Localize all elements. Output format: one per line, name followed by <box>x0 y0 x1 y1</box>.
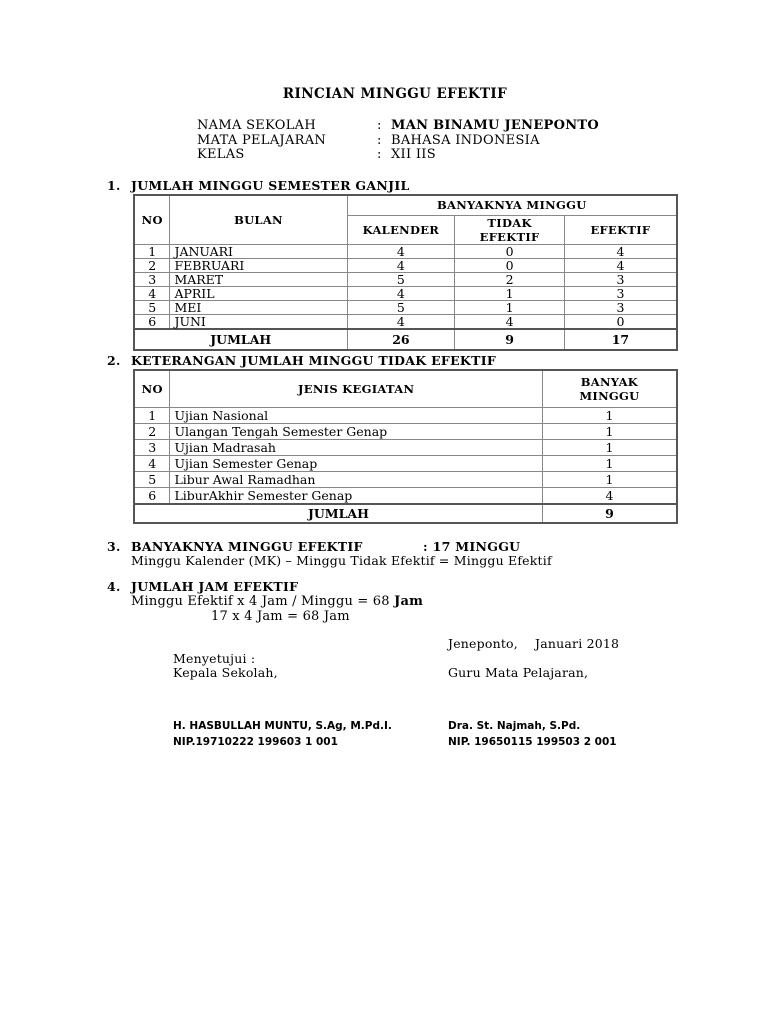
cell-calendar: 5 <box>347 272 455 286</box>
col-header-activity: JENIS KEGIATAN <box>170 370 542 407</box>
total-week-count: 9 <box>542 504 677 523</box>
principal-signature-block <box>173 718 392 750</box>
cell-month: JANUARI <box>170 244 347 258</box>
cell-no: 4 <box>134 455 170 471</box>
identity-key: KELAS <box>197 147 245 162</box>
identity-sep: : <box>377 118 382 133</box>
cell-effective: 3 <box>564 272 677 286</box>
identity-key: NAMA SEKOLAH <box>197 118 316 133</box>
table-row <box>134 487 677 504</box>
cell-not-effective: 4 <box>455 314 565 329</box>
identity-row-class <box>197 148 599 163</box>
cell-activity: Ujian Madrasah <box>170 439 542 455</box>
effective-hours-calculation: 17 x 4 Jam = 68 Jam <box>211 609 350 624</box>
cell-no: 5 <box>134 471 170 487</box>
identity-value: XII IIS <box>391 147 436 162</box>
table-row <box>134 407 677 423</box>
col-header-weeks-group: BANYAKNYA MINGGU <box>347 195 677 215</box>
teacher-signature-block <box>448 718 617 750</box>
section-number: 3. <box>107 539 121 554</box>
section-title: JUMLAH MINGGU SEMESTER GANJIL <box>131 178 410 193</box>
cell-effective: 0 <box>564 314 677 329</box>
cell-no: 1 <box>134 244 170 258</box>
effective-hours-formula-text: Minggu Efektif x 4 Jam / Minggu = 68 <box>131 594 390 609</box>
section-number: 1. <box>107 178 121 193</box>
cell-calendar: 4 <box>347 314 455 329</box>
document-title: RINCIAN MINGGU EFEKTIF <box>282 86 508 102</box>
cell-week-count: 1 <box>542 471 677 487</box>
cell-month: FEBRUARI <box>170 258 347 272</box>
section-number: 2. <box>107 353 121 368</box>
cell-not-effective: 1 <box>455 300 565 314</box>
cell-effective: 4 <box>564 258 677 272</box>
section3-heading <box>107 539 363 554</box>
table-row <box>134 455 677 471</box>
non-effective-weeks-table <box>133 369 678 524</box>
cell-week-count: 1 <box>542 407 677 423</box>
cell-month: JUNI <box>170 314 347 329</box>
cell-week-count: 1 <box>542 439 677 455</box>
cell-not-effective: 0 <box>455 244 565 258</box>
identity-row-subject <box>197 134 599 149</box>
cell-no: 3 <box>134 272 170 286</box>
section1-heading <box>107 178 410 193</box>
cell-no: 2 <box>134 258 170 272</box>
col-header-not-effective: TIDAK EFEKTIF <box>455 215 565 244</box>
cell-no: 4 <box>134 286 170 300</box>
signature-place: Jeneponto, <box>448 636 518 651</box>
principal-nip: NIP.19710222 199603 1 001 <box>173 736 338 748</box>
cell-month: MEI <box>170 300 347 314</box>
col-header-effective: EFEKTIF <box>564 215 677 244</box>
cell-no: 6 <box>134 314 170 329</box>
section-number: 4. <box>107 579 121 594</box>
cell-no: 1 <box>134 407 170 423</box>
identity-sep: : <box>377 147 382 162</box>
col-header-no: NO <box>134 195 170 244</box>
cell-activity: Ujian Semester Genap <box>170 455 542 471</box>
total-label: JUMLAH <box>134 329 347 350</box>
cell-calendar: 5 <box>347 300 455 314</box>
section2-heading <box>107 353 496 368</box>
principal-name: H. HASBULLAH MUNTU, S.Ag, M.Pd.I. <box>173 720 392 732</box>
effective-weeks-formula: Minggu Kalender (MK) – Minggu Tidak Efektif = Minggu Efektif <box>131 553 552 568</box>
total-effective: 17 <box>564 329 677 350</box>
col-header-calendar: KALENDER <box>347 215 455 244</box>
table-row <box>134 258 677 272</box>
cell-no: 3 <box>134 439 170 455</box>
total-not-effective: 9 <box>455 329 565 350</box>
total-row <box>134 329 677 350</box>
principal-role: Kepala Sekolah, <box>173 665 278 680</box>
teacher-name: Dra. St. Najmah, S.Pd. <box>448 720 581 732</box>
total-row <box>134 504 677 523</box>
identity-block <box>197 119 599 163</box>
cell-effective: 3 <box>564 300 677 314</box>
cell-not-effective: 2 <box>455 272 565 286</box>
signature-date: Januari 2018 <box>535 636 620 651</box>
cell-activity: Libur Awal Ramadhan <box>170 471 542 487</box>
section-title: KETERANGAN JUMLAH MINGGU TIDAK EFEKTIF <box>131 353 497 368</box>
cell-not-effective: 0 <box>455 258 565 272</box>
cell-no: 2 <box>134 423 170 439</box>
cell-month: MARET <box>170 272 347 286</box>
identity-row-school <box>197 119 599 134</box>
cell-activity: Ujian Nasional <box>170 407 542 423</box>
section-title: JUMLAH JAM EFEKTIF <box>131 579 299 594</box>
table-row <box>134 439 677 455</box>
col-header-week-count-line2: MINGGU <box>579 388 640 403</box>
cell-no: 5 <box>134 300 170 314</box>
teacher-nip: NIP. 19650115 199503 2 001 <box>448 736 617 748</box>
cell-week-count: 1 <box>542 455 677 471</box>
semester-weeks-table <box>133 194 678 351</box>
table-row <box>134 423 677 439</box>
section-title: BANYAKNYA MINGGU EFEKTIF <box>131 539 363 554</box>
teacher-role: Guru Mata Pelajaran, <box>448 665 589 680</box>
cell-effective: 3 <box>564 286 677 300</box>
cell-activity: Ulangan Tengah Semester Genap <box>170 423 542 439</box>
identity-value: BAHASA INDONESIA <box>391 132 540 148</box>
cell-calendar: 4 <box>347 244 455 258</box>
table-row <box>134 300 677 314</box>
cell-activity: LiburAkhir Semester Genap <box>170 487 542 504</box>
col-header-week-count <box>542 370 677 407</box>
col-header-no: NO <box>134 370 170 407</box>
cell-week-count: 4 <box>542 487 677 504</box>
approval-label: Menyetujui : <box>173 651 256 666</box>
total-label: JUMLAH <box>134 504 542 523</box>
table-row <box>134 244 677 258</box>
identity-sep: : <box>377 132 382 148</box>
effective-hours-formula <box>131 594 423 609</box>
effective-weeks-value: : 17 MINGGU <box>423 539 521 554</box>
cell-month: APRIL <box>170 286 347 300</box>
col-header-week-count-line1: BANYAK <box>580 374 639 389</box>
cell-effective: 4 <box>564 244 677 258</box>
cell-week-count: 1 <box>542 423 677 439</box>
col-header-month: BULAN <box>170 195 347 244</box>
cell-calendar: 4 <box>347 258 455 272</box>
table-row <box>134 286 677 300</box>
table-row <box>134 471 677 487</box>
table-row <box>134 272 677 286</box>
cell-calendar: 4 <box>347 286 455 300</box>
identity-key: MATA PELAJARAN <box>197 132 327 148</box>
table-row <box>134 314 677 329</box>
effective-hours-formula-unit: Jam <box>394 594 424 609</box>
section4-heading <box>107 579 298 594</box>
cell-not-effective: 1 <box>455 286 565 300</box>
cell-no: 6 <box>134 487 170 504</box>
total-calendar: 26 <box>347 329 455 350</box>
identity-value: MAN BINAMU JENEPONTO <box>391 118 600 133</box>
